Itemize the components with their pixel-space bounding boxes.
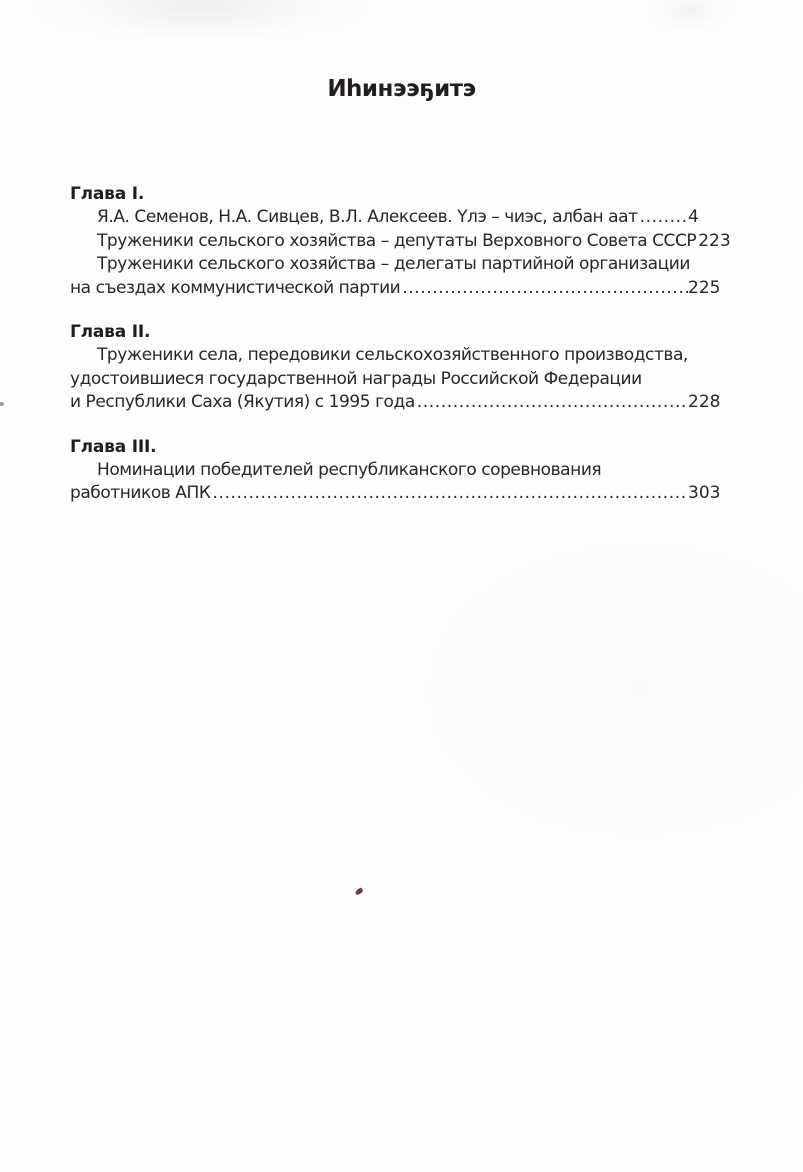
toc-entry xyxy=(70,459,720,482)
toc-entry xyxy=(70,206,720,229)
toc-chapter-3 xyxy=(70,436,720,506)
toc-entry-continuation xyxy=(70,368,720,391)
dot-leader xyxy=(638,206,688,229)
toc-entry-text: Труженики села, передовики сельскохозяйственного производства, xyxy=(97,345,688,366)
toc-page-number: 225 xyxy=(688,277,721,298)
toc-page-number: 4 xyxy=(688,207,699,228)
chapter-heading: Глава II. xyxy=(70,322,151,343)
toc-entry-text: Я.А. Семенов, Н.А. Сивцев, В.Л. Алексеев. Үлэ – чиэс, албан аат xyxy=(97,207,638,228)
toc-page-number: 223 xyxy=(698,230,731,251)
dot-leader xyxy=(210,482,688,505)
toc-page-number: 228 xyxy=(688,392,721,413)
toc-page-number: 303 xyxy=(688,483,721,504)
scan-edge-artifact xyxy=(0,402,4,406)
toc-entry-text: и Республики Саха (Якутия) с 1995 года xyxy=(70,392,415,413)
ink-speck-artifact xyxy=(354,887,363,895)
toc-chapter-1 xyxy=(70,183,731,300)
table-of-contents xyxy=(70,183,731,506)
toc-entry xyxy=(70,230,731,253)
toc-entry-text: работников АПК xyxy=(70,483,211,504)
chapter-heading: Глава I. xyxy=(70,184,145,204)
toc-entry-text: на съездах коммунистической партии xyxy=(70,277,401,298)
toc-entry-continuation xyxy=(70,482,720,505)
toc-entry-text: удостоившиеся государственной награды Российской Федерации xyxy=(70,368,642,389)
dot-leader xyxy=(415,391,688,414)
toc-entry-text: Номинации победителей республиканского соревнования xyxy=(97,460,602,481)
page-title: Иһинээҕитэ xyxy=(327,76,476,102)
toc-chapter-2 xyxy=(70,321,720,415)
dot-leader xyxy=(400,277,688,300)
toc-entry-text: Труженики сельского хозяйства – депутаты Верховного Совета СССР xyxy=(97,230,697,251)
chapter-heading: Глава III. xyxy=(70,436,157,457)
toc-entry-continuation xyxy=(70,391,720,414)
toc-entry-text: Труженики сельского хозяйства – делегаты партийной организации xyxy=(97,254,690,275)
toc-entry-continuation xyxy=(70,277,720,300)
toc-entry xyxy=(70,344,720,367)
toc-entry xyxy=(70,253,720,276)
